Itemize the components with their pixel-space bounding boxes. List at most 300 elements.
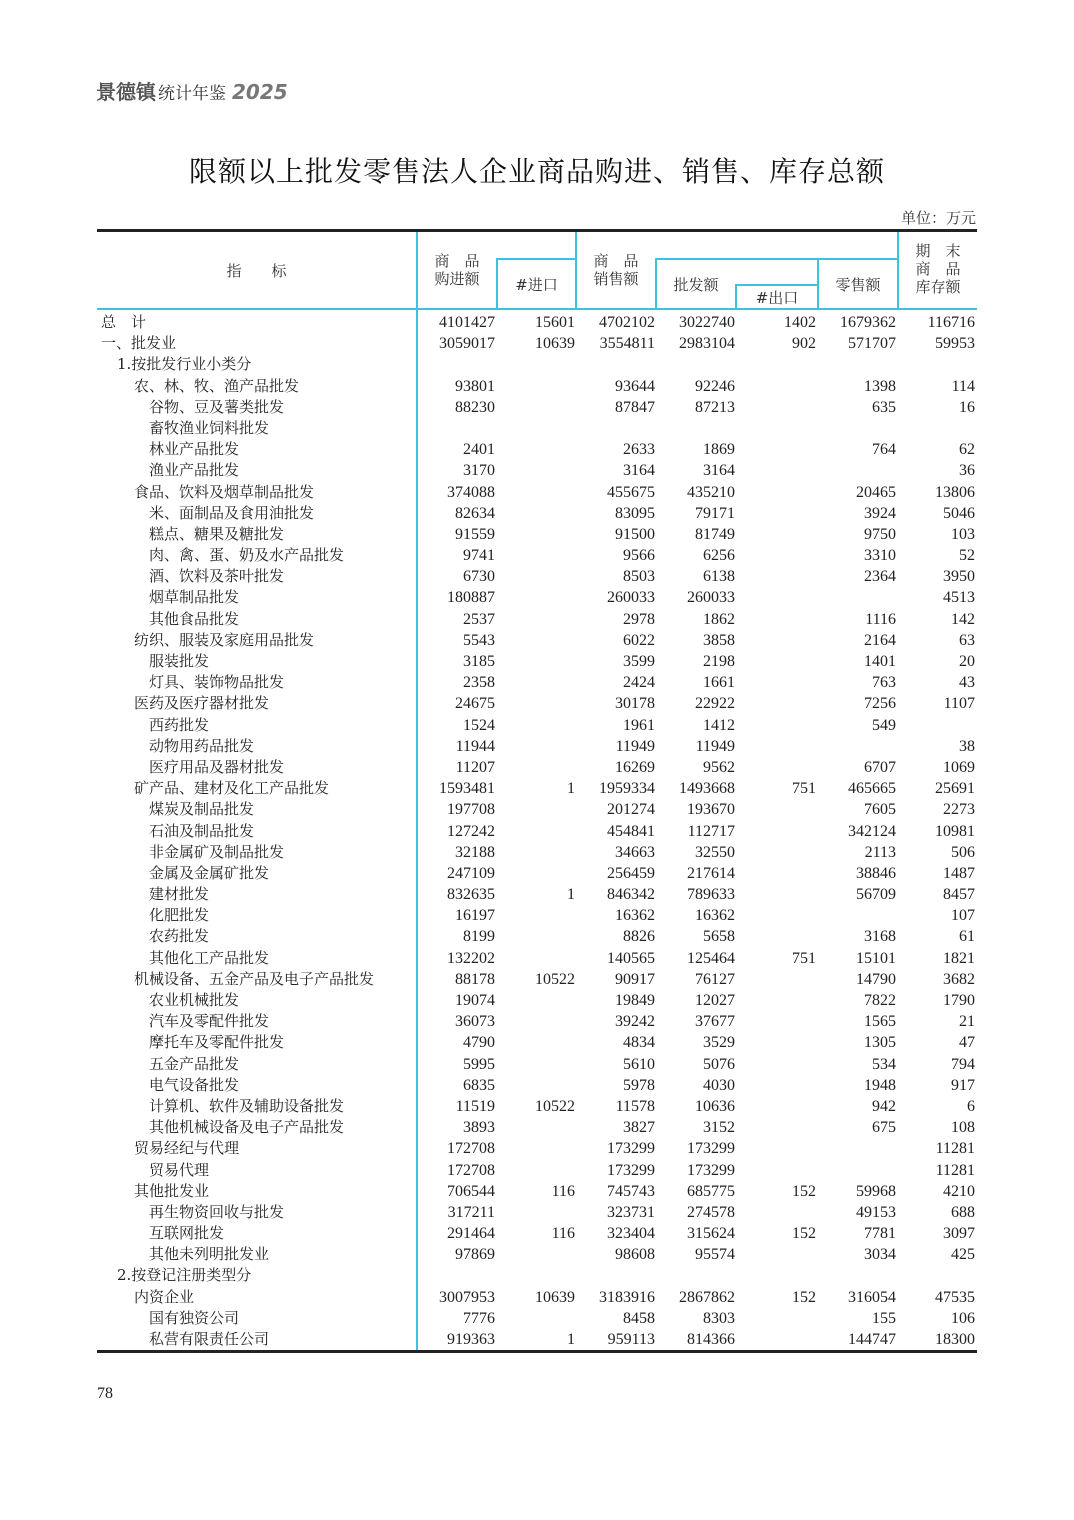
cell-retail: 675 [872, 1119, 896, 1137]
cell-stock: 106 [951, 1309, 975, 1327]
header-import: #进口 [515, 276, 558, 294]
cell-stock: 688 [951, 1203, 975, 1221]
cell-stock: 25691 [935, 780, 975, 798]
table-row [97, 397, 977, 418]
cell-wholesale: 37677 [695, 1013, 735, 1031]
cell-sales: 201274 [607, 801, 655, 819]
cell-retail: 9750 [864, 525, 896, 543]
cell-purchase: 3170 [463, 462, 495, 480]
cell-wholesale: 112717 [687, 822, 735, 840]
cell-sales: 3183916 [599, 1288, 655, 1306]
table-row [97, 1160, 977, 1181]
cell-stock: 3097 [943, 1225, 975, 1243]
cell-retail: 764 [872, 441, 896, 459]
table-row [97, 566, 977, 587]
row-label: 非金属矿及制品批发 [149, 842, 285, 861]
row-label: 摩托车及零配件批发 [149, 1033, 285, 1052]
cell-retail: 942 [872, 1097, 896, 1115]
cell-sales: 256459 [607, 864, 655, 882]
cell-wholesale: 173299 [687, 1140, 735, 1158]
row-label: 其他化工产品批发 [149, 948, 270, 967]
cell-wholesale: 3529 [703, 1034, 735, 1052]
table-row [97, 630, 977, 651]
cell-sales: 173299 [607, 1140, 655, 1158]
header-purchase-line1: 商 品 [434, 252, 480, 270]
cell-retail: 155 [872, 1309, 896, 1327]
cell-purchase: 2358 [463, 674, 495, 692]
cell-stock: 107 [951, 907, 975, 925]
cell-sales: 173299 [607, 1161, 655, 1179]
table-row [97, 460, 977, 481]
cell-retail: 7256 [864, 695, 896, 713]
cell-retail: 1398 [864, 377, 896, 395]
cell-purchase: 127242 [447, 822, 495, 840]
cell-stock: 36 [959, 462, 975, 480]
cell-sales: 5978 [623, 1076, 655, 1094]
page-number: 78 [97, 1385, 113, 1402]
cell-purchase: 88230 [455, 398, 495, 416]
cell-sales: 323731 [607, 1203, 655, 1221]
cell-wholesale: 315624 [687, 1225, 735, 1243]
header-retail: 零售额 [835, 276, 881, 294]
cell-purchase: 16197 [455, 907, 495, 925]
cell-sales: 1959334 [599, 780, 655, 798]
row-label: 酒、饮料及茶叶批发 [149, 567, 285, 586]
cell-retail: 2164 [864, 631, 896, 649]
cell-stock: 1487 [943, 864, 975, 882]
header-divider [496, 258, 577, 260]
table-body [97, 310, 977, 1350]
cell-purchase: 3893 [463, 1119, 495, 1137]
table-row [97, 969, 977, 990]
cell-wholesale: 3152 [703, 1119, 735, 1137]
cell-stock: 917 [951, 1076, 975, 1094]
cell-stock: 116716 [927, 314, 975, 331]
cell-wholesale: 2198 [703, 653, 735, 670]
row-label: 五金产品批发 [149, 1054, 240, 1073]
cell-stock: 506 [951, 843, 975, 861]
cell-retail: 342124 [848, 822, 896, 840]
row-label: 纺织、服装及家庭用品批发 [134, 630, 315, 649]
cell-stock: 10981 [935, 822, 975, 840]
cell-stock: 47 [959, 1034, 975, 1052]
cell-purchase: 132202 [447, 949, 495, 967]
cell-retail: 549 [872, 716, 896, 734]
cell-retail: 635 [872, 398, 896, 416]
cell-sales: 5610 [623, 1055, 655, 1073]
cell-sales: 90917 [615, 970, 655, 988]
row-label: 2.按登记注册类型分 [117, 1266, 252, 1285]
cell-retail: 59968 [856, 1182, 896, 1200]
cell-stock: 3950 [943, 568, 975, 586]
table-row [97, 524, 977, 545]
table-row [97, 418, 977, 439]
cell-stock: 43 [959, 674, 975, 692]
cell-wholesale: 274578 [687, 1203, 735, 1221]
cell-sales: 98608 [615, 1246, 655, 1264]
header-stock-line2: 商 品 [915, 260, 961, 278]
cell-retail: 763 [872, 674, 896, 692]
row-label: 国有独资公司 [149, 1308, 240, 1327]
cell-purchase: 180887 [447, 589, 495, 607]
cell-purchase: 11944 [455, 737, 495, 755]
cell-purchase: 374088 [447, 483, 495, 501]
row-label: 灯具、装饰物品批发 [149, 673, 285, 692]
row-label: 米、面制品及食用油批发 [149, 503, 315, 522]
cell-retail: 7781 [864, 1225, 896, 1243]
table-row [97, 905, 977, 926]
cell-stock: 1821 [943, 949, 975, 967]
table-row [97, 545, 977, 566]
table-row [97, 1202, 977, 1223]
header-stock-line1: 期 末 [915, 242, 961, 260]
cell-purchase: 2401 [463, 441, 495, 459]
cell-purchase: 24675 [455, 695, 495, 713]
cell-sales: 3554811 [599, 335, 655, 353]
cell-wholesale: 685775 [687, 1182, 735, 1200]
cell-wholesale: 1493668 [679, 780, 735, 798]
cell-sales: 323404 [607, 1225, 655, 1243]
cell-stock: 38 [959, 737, 975, 755]
cell-sales: 8458 [623, 1309, 655, 1327]
cell-purchase: 3007953 [439, 1288, 495, 1306]
cell-wholesale: 92246 [695, 377, 735, 395]
cell-retail: 56709 [856, 886, 896, 904]
cell-sales: 2424 [623, 674, 655, 692]
cell-wholesale: 125464 [687, 949, 735, 967]
row-label: 畜牧渔业饲料批发 [149, 418, 270, 437]
cell-stock: 20 [959, 653, 975, 670]
cell-stock: 108 [951, 1119, 975, 1137]
row-label: 一、批发业 [101, 334, 177, 353]
row-label: 贸易代理 [149, 1160, 210, 1179]
table-row [97, 948, 977, 969]
table-row [97, 439, 977, 460]
cell-purchase: 6730 [463, 568, 495, 586]
cell-purchase: 82634 [455, 504, 495, 522]
table-row [97, 693, 977, 714]
brand-name: 景德镇 [96, 80, 156, 104]
table-row [97, 333, 977, 354]
header-sales [577, 252, 655, 288]
cell-sales: 8826 [623, 928, 655, 946]
cell-wholesale: 5658 [703, 928, 735, 946]
cell-retail: 7605 [864, 801, 896, 819]
cell-sales: 4834 [623, 1034, 655, 1052]
row-label: 服装批发 [149, 652, 210, 670]
row-label: 其他食品批发 [149, 609, 240, 628]
cell-sales: 11949 [615, 737, 655, 755]
cell-sales: 34663 [615, 843, 655, 861]
cell-wholesale: 2867862 [679, 1288, 735, 1306]
cell-sales: 455675 [607, 483, 655, 501]
table-row [97, 1181, 977, 1202]
cell-stock: 1069 [943, 758, 975, 776]
table-row [97, 1032, 977, 1053]
row-label: 动物用药品批发 [149, 736, 255, 755]
table-row [97, 609, 977, 630]
cell-sales: 1961 [623, 716, 655, 734]
cell-sales: 16362 [615, 907, 655, 925]
cell-purchase: 11207 [455, 758, 495, 776]
cell-import: 10522 [535, 970, 575, 988]
cell-retail: 38846 [856, 864, 896, 882]
cell-stock: 142 [951, 610, 975, 628]
cell-retail: 3034 [864, 1246, 896, 1264]
cell-purchase: 291464 [447, 1225, 495, 1243]
cell-sales: 87847 [615, 398, 655, 416]
cell-purchase: 11519 [455, 1097, 495, 1115]
cell-stock: 6 [967, 1097, 975, 1115]
cell-purchase: 3185 [463, 653, 495, 670]
cell-wholesale: 6256 [703, 547, 735, 565]
yearbook-header [96, 76, 288, 105]
cell-stock: 1107 [943, 695, 975, 713]
table-row [97, 990, 977, 1011]
cell-purchase: 4790 [463, 1034, 495, 1052]
cell-stock: 5046 [943, 504, 975, 522]
cell-purchase: 172708 [447, 1140, 495, 1158]
cell-sales: 16269 [615, 758, 655, 776]
table-row [97, 884, 977, 905]
cell-sales: 83095 [615, 504, 655, 522]
cell-purchase: 91559 [455, 525, 495, 543]
cell-wholesale: 87213 [695, 398, 735, 416]
cell-import: 10522 [535, 1097, 575, 1115]
cell-export: 751 [792, 780, 816, 798]
header-purchase-line2: 购进额 [434, 270, 480, 288]
cell-sales: 3599 [623, 653, 655, 670]
table-row [97, 1329, 977, 1350]
table-row [97, 1096, 977, 1117]
cell-stock: 3682 [943, 970, 975, 988]
cell-stock: 59953 [935, 335, 975, 353]
cell-retail: 20465 [856, 483, 896, 501]
cell-retail: 534 [872, 1055, 896, 1073]
row-label: 糕点、糖果及糖批发 [149, 524, 285, 543]
cell-purchase: 36073 [455, 1013, 495, 1031]
table-row [97, 1117, 977, 1138]
cell-stock: 2273 [943, 801, 975, 819]
cell-sales: 9566 [623, 547, 655, 565]
row-label: 烟草制品批发 [149, 588, 240, 607]
header-stock-line3: 库存额 [915, 278, 961, 296]
cell-retail: 14790 [856, 970, 896, 988]
table-row [97, 1138, 977, 1159]
cell-purchase: 7776 [463, 1309, 495, 1327]
cell-sales: 3164 [623, 462, 655, 480]
cell-wholesale: 1661 [703, 674, 735, 692]
header-wholesale: 批发额 [673, 276, 719, 294]
table-row [97, 482, 977, 503]
cell-purchase: 172708 [447, 1161, 495, 1179]
cell-import: 1 [567, 886, 575, 904]
cell-sales: 6022 [623, 631, 655, 649]
cell-wholesale: 16362 [695, 907, 735, 925]
cell-import: 1 [567, 1331, 575, 1348]
statistics-table [97, 229, 977, 1353]
cell-retail: 7822 [864, 992, 896, 1009]
cell-retail: 2364 [864, 568, 896, 586]
cell-stock: 13806 [935, 483, 975, 501]
row-label: 医疗用品及器材批发 [149, 757, 285, 776]
header-sales-line1: 商 品 [593, 252, 639, 270]
cell-wholesale: 10636 [695, 1097, 735, 1115]
cell-import: 10639 [535, 335, 575, 353]
cell-purchase: 832635 [447, 886, 495, 904]
cell-wholesale: 1869 [703, 441, 735, 459]
header-stock [899, 242, 977, 296]
cell-retail: 1401 [864, 653, 896, 670]
cell-stock: 18300 [935, 1331, 975, 1348]
cell-import: 1 [567, 780, 575, 798]
table-header [97, 232, 977, 310]
table-row [97, 778, 977, 799]
cell-stock: 47535 [935, 1288, 975, 1306]
cell-wholesale: 217614 [687, 864, 735, 882]
table-row [97, 757, 977, 778]
row-label: 计算机、软件及辅助设备批发 [149, 1096, 345, 1115]
cell-wholesale: 4030 [703, 1076, 735, 1094]
table-row [97, 1011, 977, 1032]
row-label: 1.按批发行业小类分 [117, 355, 252, 374]
cell-purchase: 2537 [463, 610, 495, 628]
cell-purchase: 3059017 [439, 335, 495, 353]
row-label: 其他批发业 [134, 1181, 210, 1200]
table-row [97, 863, 977, 884]
cell-purchase: 9741 [463, 547, 495, 565]
cell-wholesale: 814366 [687, 1331, 735, 1348]
header-indicator: 指 标 [226, 262, 287, 280]
table-row [97, 376, 977, 397]
cell-sales: 745743 [607, 1182, 655, 1200]
table-row [97, 1244, 977, 1265]
cell-purchase: 919363 [447, 1331, 495, 1348]
header-divider [735, 284, 819, 286]
cell-retail: 2113 [864, 843, 896, 861]
cell-export: 902 [792, 335, 816, 353]
cell-purchase: 88178 [455, 970, 495, 988]
table-row [97, 1265, 977, 1286]
cell-wholesale: 8303 [703, 1309, 735, 1327]
cell-stock: 1790 [943, 992, 975, 1009]
table-row [97, 651, 977, 672]
cell-purchase: 19074 [455, 992, 495, 1009]
cell-retail: 1679362 [840, 314, 896, 331]
cell-purchase: 93801 [455, 377, 495, 395]
row-label: 农药批发 [149, 927, 210, 946]
row-label: 金属及金属矿批发 [149, 863, 270, 882]
cell-sales: 140565 [607, 949, 655, 967]
cell-purchase: 97869 [455, 1246, 495, 1264]
cell-sales: 2978 [623, 610, 655, 628]
cell-sales: 260033 [607, 589, 655, 607]
table-row [97, 1054, 977, 1075]
cell-purchase: 5995 [463, 1055, 495, 1073]
row-label: 私营有限责任公司 [149, 1330, 270, 1348]
row-label: 化肥批发 [149, 906, 210, 925]
cell-stock: 21 [959, 1013, 975, 1031]
cell-retail: 3924 [864, 504, 896, 522]
row-label: 其他未列明批发业 [149, 1245, 270, 1264]
cell-purchase: 6835 [463, 1076, 495, 1094]
cell-stock: 16 [959, 398, 975, 416]
cell-sales: 3827 [623, 1119, 655, 1137]
cell-export: 751 [792, 949, 816, 967]
table-row [97, 821, 977, 842]
cell-purchase: 317211 [447, 1203, 495, 1221]
cell-retail: 49153 [856, 1203, 896, 1221]
cell-stock: 794 [951, 1055, 975, 1073]
cell-retail: 144747 [848, 1331, 896, 1348]
cell-sales: 11578 [615, 1097, 655, 1115]
cell-retail: 1116 [865, 610, 896, 628]
cell-purchase: 1593481 [439, 780, 495, 798]
cell-wholesale: 260033 [687, 589, 735, 607]
cell-wholesale: 789633 [687, 886, 735, 904]
cell-stock: 103 [951, 525, 975, 543]
yearbook-subtitle: 统计年鉴 [158, 84, 226, 104]
row-label: 谷物、豆及薯类批发 [149, 397, 285, 416]
cell-wholesale: 193670 [687, 801, 735, 819]
header-purchase [418, 252, 496, 288]
cell-wholesale: 1862 [703, 610, 735, 628]
table-row [97, 1287, 977, 1308]
cell-export: 152 [792, 1182, 816, 1200]
cell-sales: 846342 [607, 886, 655, 904]
header-export: #出口 [755, 289, 799, 307]
cell-import: 15601 [535, 314, 575, 331]
cell-wholesale: 435210 [687, 483, 735, 501]
row-label: 贸易经纪与代理 [134, 1139, 240, 1158]
yearbook-year: 2025 [232, 80, 288, 104]
cell-wholesale: 79171 [695, 504, 735, 522]
cell-stock: 61 [959, 928, 975, 946]
cell-retail: 1948 [864, 1076, 896, 1094]
row-label: 汽车及零配件批发 [149, 1012, 270, 1031]
table-row [97, 799, 977, 820]
row-label: 农、林、牧、渔产品批发 [134, 376, 300, 395]
cell-sales: 30178 [615, 695, 655, 713]
cell-stock: 8457 [943, 886, 975, 904]
cell-stock: 4513 [943, 589, 975, 607]
cell-import: 116 [551, 1225, 575, 1243]
cell-sales: 93644 [615, 377, 655, 395]
cell-wholesale: 2983104 [679, 335, 735, 353]
cell-purchase: 4101427 [439, 314, 495, 331]
cell-purchase: 706544 [447, 1182, 495, 1200]
cell-wholesale: 76127 [695, 970, 735, 988]
cell-purchase: 5543 [463, 631, 495, 649]
table-row [97, 842, 977, 863]
cell-import: 10639 [535, 1288, 575, 1306]
header-sales-line2: 销售额 [593, 270, 639, 288]
cell-purchase: 1524 [463, 716, 495, 734]
row-label: 机械设备、五金产品及电子产品批发 [134, 969, 375, 988]
table-row [97, 1308, 977, 1329]
cell-stock: 63 [959, 631, 975, 649]
cell-wholesale: 6138 [703, 568, 735, 586]
cell-purchase: 197708 [447, 801, 495, 819]
cell-sales: 959113 [607, 1331, 655, 1348]
cell-stock: 52 [959, 547, 975, 565]
row-label: 渔业产品批发 [149, 461, 240, 480]
cell-stock: 4210 [943, 1182, 975, 1200]
table-row [97, 1075, 977, 1096]
cell-stock: 11281 [935, 1140, 975, 1158]
page-title: 限额以上批发零售法人企业商品购进、销售、库存总额 [188, 155, 885, 188]
cell-retail: 3168 [864, 928, 896, 946]
